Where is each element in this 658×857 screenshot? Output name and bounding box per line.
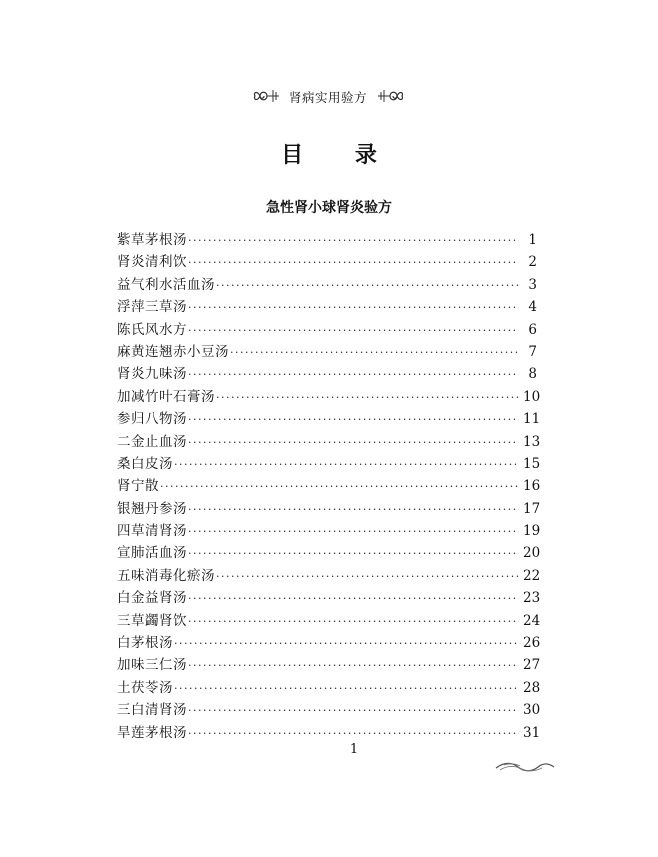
- toc-entry[interactable]: [117, 587, 541, 609]
- dot-leader: [216, 566, 519, 588]
- dot-leader: [188, 611, 519, 633]
- dot-leader: [188, 320, 519, 342]
- page-number: 1: [349, 742, 359, 757]
- toc-entry-page: 2: [528, 254, 537, 271]
- toc-entry[interactable]: [117, 722, 541, 744]
- toc-entry-title: 四草清肾汤: [117, 523, 187, 540]
- toc-entry[interactable]: [117, 229, 537, 251]
- toc-entry-title: 银翘丹参汤: [117, 500, 187, 517]
- toc-entry-page: 15: [523, 455, 541, 472]
- toc-entry-page: 22: [523, 567, 541, 584]
- dot-leader: [188, 543, 519, 565]
- toc-entry-title: 宣肺活血汤: [117, 545, 187, 562]
- toc-entry[interactable]: [117, 363, 537, 385]
- toc-entry[interactable]: [117, 341, 537, 363]
- toc-entry-page: 20: [523, 545, 541, 562]
- toc-entry-title: 肾炎九味汤: [117, 366, 187, 383]
- toc-entry[interactable]: [117, 610, 541, 632]
- dot-leader: [188, 252, 519, 274]
- toc-entry-page: 8: [528, 366, 537, 383]
- dot-leader: [216, 275, 519, 297]
- toc-entry-title: 五味消毒化瘀汤: [117, 567, 215, 584]
- toc-entry-page: 31: [523, 724, 541, 741]
- toc-entry[interactable]: [117, 542, 541, 564]
- dot-leader: [188, 432, 519, 454]
- toc-entry-title: 加减竹叶石膏汤: [117, 388, 215, 405]
- dot-leader: [188, 230, 519, 252]
- toc-entry[interactable]: [117, 520, 541, 542]
- toc-entry-page: 10: [523, 388, 541, 405]
- dot-leader: [188, 297, 519, 319]
- toc-entry-title: 三草蠲肾饮: [117, 612, 187, 629]
- toc-entry[interactable]: [117, 408, 541, 430]
- toc-entry-title: 加味三仁汤: [117, 657, 187, 674]
- toc-entry-page: 4: [528, 299, 537, 316]
- dot-leader: [188, 364, 519, 386]
- toc-entry-page: 19: [523, 523, 541, 540]
- dot-leader: [188, 499, 519, 521]
- toc-entry-page: 26: [523, 635, 541, 652]
- toc-entry[interactable]: [117, 431, 541, 453]
- toc-entry[interactable]: [117, 565, 541, 587]
- toc-entry[interactable]: [117, 296, 537, 318]
- dot-leader: [188, 700, 519, 722]
- toc-entry[interactable]: [117, 654, 541, 676]
- dot-leader: [174, 678, 519, 700]
- toc-entry[interactable]: [117, 319, 537, 341]
- toc-entry-title: 旱莲茅根汤: [117, 724, 187, 741]
- toc-entry[interactable]: [117, 677, 541, 699]
- toc-entry-page: 30: [523, 702, 541, 719]
- toc-entry-title: 益气利水活血汤: [117, 276, 215, 293]
- dot-leader: [188, 655, 519, 677]
- toc-entry[interactable]: [117, 699, 541, 721]
- section-title: 急性肾小球肾炎验方: [266, 200, 392, 216]
- dot-leader: [160, 476, 519, 498]
- toc-entry-title: 麻黄连翘赤小豆汤: [117, 343, 229, 360]
- wave-ornament-icon: [494, 760, 556, 774]
- toc-entry-title: 三白清肾汤: [117, 702, 187, 719]
- dot-leader: [174, 633, 519, 655]
- toc-entry-page: 6: [528, 321, 537, 338]
- toc-entry-title: 二金止血汤: [117, 433, 187, 450]
- toc-entry-title: 紫草茅根汤: [117, 232, 187, 248]
- toc-entry[interactable]: [117, 274, 537, 296]
- toc-entry-page: 13: [523, 433, 541, 450]
- toc-entry-title: 肾炎清利饮: [117, 254, 187, 271]
- toc-entry[interactable]: [117, 632, 541, 654]
- table-of-contents: [117, 229, 541, 744]
- running-header: [0, 84, 658, 110]
- toc-entry[interactable]: [117, 498, 541, 520]
- toc-entry-page: 7: [528, 343, 537, 360]
- toc-entry[interactable]: [117, 386, 541, 408]
- dot-leader: [230, 342, 519, 364]
- toc-entry-page: 28: [523, 679, 541, 696]
- toc-entry-title: 白金益肾汤: [117, 590, 187, 607]
- toc-entry[interactable]: [117, 453, 541, 475]
- dot-leader: [174, 454, 519, 476]
- right-cloud-ornament-icon: [376, 86, 404, 106]
- header-title: 肾病实用验方: [288, 90, 367, 105]
- toc-entry-title: 陈氏风水方: [117, 321, 187, 338]
- dot-leader: [216, 387, 519, 409]
- toc-entry-title: 浮萍三草汤: [117, 299, 187, 316]
- toc-entry-page: 23: [523, 590, 541, 607]
- toc-entry-page: 17: [523, 500, 541, 517]
- dot-leader: [188, 409, 519, 431]
- toc-entry-title: 白茅根汤: [117, 635, 173, 652]
- toc-entry-title: 肾宁散: [117, 478, 159, 495]
- toc-entry-page: 11: [523, 411, 541, 428]
- toc-entry-page: 1: [528, 232, 537, 248]
- toc-entry-title: 桑白皮汤: [117, 455, 173, 472]
- dot-leader: [188, 588, 519, 610]
- left-cloud-ornament-icon: [253, 86, 281, 106]
- toc-entry-title: 土茯苓汤: [117, 679, 173, 696]
- toc-entry-page: 27: [523, 657, 541, 674]
- toc-entry-page: 3: [528, 276, 537, 293]
- toc-entry-page: 16: [523, 478, 541, 495]
- toc-entry[interactable]: [117, 475, 541, 497]
- page-title: 目 录: [281, 142, 399, 168]
- toc-entry[interactable]: [117, 251, 537, 273]
- dot-leader: [188, 521, 519, 543]
- toc-entry-page: 24: [523, 612, 541, 629]
- toc-entry-title: 参归八物汤: [117, 411, 187, 428]
